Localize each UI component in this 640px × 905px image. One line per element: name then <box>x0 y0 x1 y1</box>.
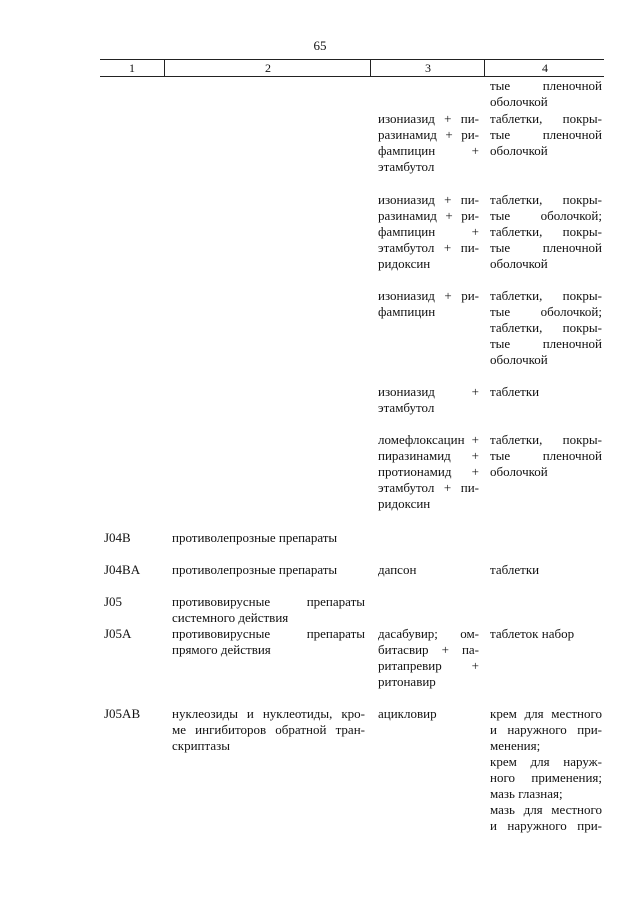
cont-form: тые пленочной оболочкой <box>490 78 602 109</box>
r9-code: J05A <box>104 626 132 641</box>
r3-drug: изониазид + ри- фампицин <box>378 288 479 319</box>
r6-group: противолепрозные препараты <box>172 530 338 545</box>
r5-form: таблетки, покры- тые пленочной оболочкой <box>490 432 602 479</box>
r3-form: таблетки, покры- тые оболочкой; таблетки, покры- тые пленочной оболочкой <box>490 288 602 367</box>
r5-drug: ломефлоксацин + пиразинамид + протионамид + этамбутол + пи- ридоксин <box>378 432 479 511</box>
r4-drug: изониазид + этамбутол <box>378 384 479 415</box>
r10-code: J05AB <box>104 706 141 721</box>
page-number: 65 <box>313 38 327 53</box>
r10-group: нуклеозиды и нуклеотиды, кро- ме ингибиторов обратной тран- скриптазы <box>172 706 365 753</box>
r7-code: J04BA <box>104 562 141 577</box>
r8-code: J05 <box>104 594 123 609</box>
header-col-4: 4 <box>484 60 605 76</box>
table-header-row <box>100 59 604 77</box>
r1-drug: изониазид + пи- разинамид + ри- фампицин + этамбутол <box>378 111 479 174</box>
r10-form: крем для местного и наружного при- менения; крем для наруж- ного применения; мазь глазная; мазь для местного и наружного при- <box>490 706 602 833</box>
r1-form: таблетки, покры- тые пленочной оболочкой <box>490 111 602 158</box>
r2-drug: изониазид + пи- разинамид + ри- фампицин + этамбутол + пи- ридоксин <box>378 192 479 271</box>
r9-group: противовирусные препараты прямого действия <box>172 626 365 657</box>
r7-drug: дапсон <box>378 562 417 577</box>
r7-form: таблетки <box>490 562 540 577</box>
header-col-2: 2 <box>164 60 371 76</box>
r8-group: противовирусные препараты системного действия <box>172 594 365 625</box>
r9-form: таблеток набор <box>490 626 575 641</box>
r9-drug: дасабувир; ом- битасвир + па- ритапревир + ритонавир <box>378 626 479 689</box>
header-col-1: 1 <box>129 61 135 75</box>
header-col-3: 3 <box>370 60 485 76</box>
r10-drug: ацикловир <box>378 706 437 721</box>
r7-group: противолепрозные препараты <box>172 562 338 577</box>
r6-code: J04B <box>104 530 131 545</box>
r2-form: таблетки, покры- тые оболочкой; таблетки, покры- тые пленочной оболочкой <box>490 192 602 271</box>
r4-form: таблетки <box>490 384 540 399</box>
